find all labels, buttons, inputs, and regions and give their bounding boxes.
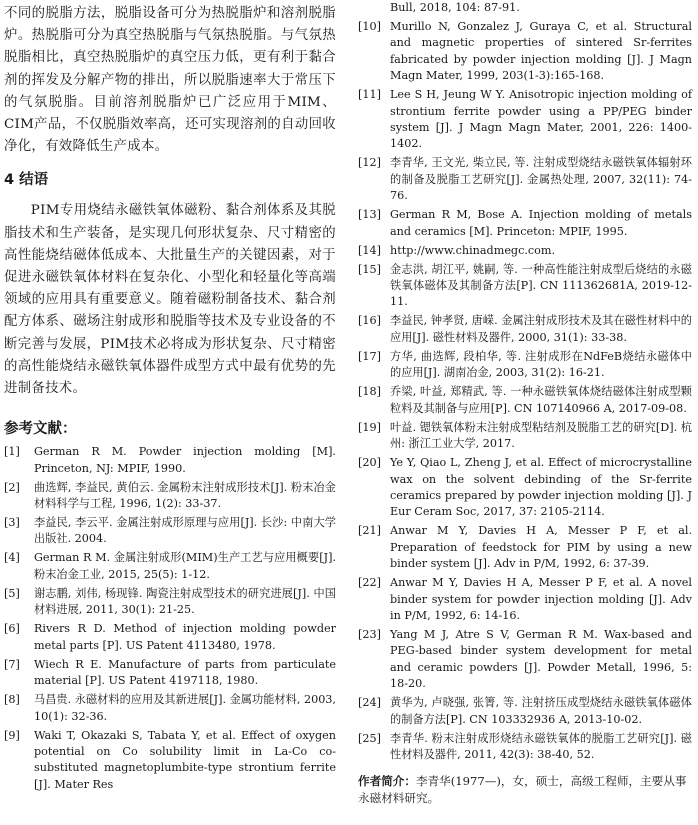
reference-text: 金志洪, 胡江平, 姚嗣, 等. 一种高性能注射成型后烧结的永磁铁氧体磁体及其制备方法[P]. CN 111362681A, 2019-12-11. <box>390 262 692 309</box>
reference-number <box>358 0 390 16</box>
reference-item <box>358 384 692 417</box>
reference-item <box>358 155 692 204</box>
reference-text: 李青华. 粉末注射成形烧结永磁铁氧体的脱脂工艺研究[J]. 磁性材料及器件, 2011, 42(3): 38-40, 52. <box>390 731 692 761</box>
reference-item <box>4 444 336 477</box>
conclusion-heading: 4 结语 <box>4 172 49 189</box>
reference-item <box>358 695 692 728</box>
reference-number: [24] <box>358 696 381 710</box>
reference-item <box>358 731 692 764</box>
reference-number: [8] <box>4 693 20 707</box>
reference-number: [10] <box>358 20 381 33</box>
reference-text: 马昌贵. 永磁材料的应用及其新进展[J]. 金属功能材料, 2003, 10(1): 32-36. <box>34 693 336 723</box>
reference-text: http://www.chinadmegc.com. <box>390 243 556 257</box>
reference-item <box>358 349 692 382</box>
right-column <box>358 0 692 807</box>
reference-item <box>4 692 336 725</box>
reference-item <box>4 657 336 690</box>
reference-number: [25] <box>358 731 381 745</box>
reference-item <box>358 243 692 259</box>
reference-number: [19] <box>358 420 381 434</box>
reference-text: 李益民, 钟孝贤, 唐嵘. 金属注射成形技术及其在磁性材料中的应用[J]. 磁性材料及器件, 2000, 31(1): 33-38. <box>390 314 692 344</box>
author-bio-text: 李青华(1977—)，女，硕士，高级工程师，主要从事永磁材料研究。 <box>358 774 687 806</box>
reference-number: [21] <box>358 524 381 538</box>
author-bio <box>358 773 692 807</box>
reference-text: Yang M J, Atre S V, German R M. Wax-based and PEG-based binder system development for metal and ceramic powders [J]. Powder Metall, 1996, 5: 18-20. <box>390 627 692 691</box>
reference-text: 谢志鹏, 刘伟, 杨现锋. 陶瓷注射成型技术的研究进展[J]. 中国材料进展, 2011, 30(1): 21-25. <box>34 586 336 617</box>
reference-item <box>358 523 692 572</box>
reference-item <box>358 19 692 85</box>
reference-number: [11] <box>358 88 381 102</box>
reference-number: [9] <box>4 728 20 742</box>
reference-item <box>4 621 336 654</box>
reference-item <box>4 728 336 794</box>
reference-text: Lee S H, Jeung W Y. Anisotropic injection molding of strontium ferrite powder using a PP/PEG binder system [J]. J Magn Magn Mater, 2001, 226: 1400-1402. <box>390 88 692 151</box>
left-column <box>4 0 336 796</box>
reference-number: [15] <box>358 262 381 276</box>
reference-number: [23] <box>358 627 381 641</box>
reference-text: Bull, 2018, 104: 87-91. <box>390 1 520 14</box>
reference-text: German R M, Bose A. Injection molding of metals and ceramics [M]. Princeton: MPIF, 1995. <box>390 208 692 238</box>
reference-number: [20] <box>358 456 381 470</box>
reference-text: 乔梁, 叶益, 郑精武, 等. 一种永磁铁氧体烧结磁体注射成型颗粒料及其制备与应用[P]. CN 107140966 A, 2017-09-08. <box>390 385 692 415</box>
reference-number: [3] <box>4 516 20 530</box>
reference-number: [6] <box>4 622 20 636</box>
reference-text: Anwar M Y, Davies H A, Messer P F, et al. A novel binder system for powder injection molding [J]. Adv in P/M, 1992, 6: 14-16. <box>390 576 692 622</box>
reference-item <box>358 0 692 16</box>
reference-text: Murillo N, Gonzalez J, Guraya C, et al. Structural and magnetic properties of sintered Sr-ferrites fabricated by powder injection molding [J]. J Magn Magn Mater, 1999, 203(1-3):165-168. <box>390 20 692 83</box>
reference-item <box>358 313 692 346</box>
reference-text: 曲选辉, 李益民, 黄伯云. 金属粉末注射成形技术[J]. 粉末冶金材料科学与工程, 1996, 1(2): 33-37. <box>34 480 336 511</box>
reference-number: [13] <box>358 208 381 222</box>
reference-item <box>4 550 336 583</box>
reference-item <box>4 515 336 548</box>
reference-number: [12] <box>358 156 381 170</box>
reference-text: 黄华为, 卢晓强, 张箐, 等. 注射挤压成型烧结永磁铁氧体磁体的制备方法[P]. CN 103332936 A, 2013-10-02. <box>390 696 692 726</box>
reference-number: [4] <box>4 551 20 565</box>
reference-number: [2] <box>4 480 20 494</box>
reference-text: Ye Y, Qiao L, Zheng J, et al. Effect of microcrystalline wax on the solvent debinding of the Sr-ferrite ceramics prepared by powder injection molding [J]. J Eur Ceram Soc, 2017, 37: 2105-2114. <box>390 456 692 519</box>
reference-text: German R M. 金属注射成形(MIM)生产工艺与应用概要[J]. 粉末冶金工业, 2015, 25(5): 1-12. <box>34 551 336 581</box>
reference-item <box>358 420 692 453</box>
reference-item <box>358 575 692 624</box>
reference-item <box>358 87 692 153</box>
references-heading: 参考文献： <box>4 421 77 438</box>
reference-number: [14] <box>358 243 381 257</box>
intro-paragraph: 不同的脱脂方法，脱脂设备可分为热脱脂炉和溶剂脱脂炉。热脱脂可分为真空热脱脂与气氛热脱脂。与气氛热脱脂相比，真空热脱脂炉的真空压力低，更有利于黏合剂的挥发及分解产物的排出，所以脱脂速率大于常压下的气氛脱脂。目前溶剂脱脂炉已广泛应用于MIM、CIM产品，不仅脱脂效率高，还可实现溶剂的自动回收净化，有效降低生产成本。 <box>4 6 336 155</box>
reference-text: German R M. Powder injection molding [M]. Princeton, NJ: MPIF, 1990. <box>34 445 336 475</box>
reference-item <box>358 207 692 240</box>
reference-number: [5] <box>4 586 20 600</box>
reference-number: [22] <box>358 576 381 590</box>
reference-number: [7] <box>4 657 20 671</box>
author-bio-label: 作者简介： <box>358 774 416 789</box>
reference-text: Waki T, Okazaki S, Tabata Y, et al. Effect of oxygen potential on Co solubility limit in La-Co co-substituted magnetoplumbite-type strontium ferrite [J]. Mater Res <box>34 728 336 791</box>
reference-number: [18] <box>358 385 381 399</box>
reference-list-right <box>358 0 692 763</box>
reference-text: 叶益. 锶铁氧体粉末注射成型粘结剂及脱脂工艺的研究[D]. 杭州: 浙江工业大学, 2017. <box>390 420 692 451</box>
reference-text: Anwar M Y, Davies H A, Messer P F, et al. Preparation of feedstock for PIM by using a new binder system [J]. Adv in P/M, 1992, 6: 37-39. <box>390 524 692 571</box>
reference-item <box>4 480 336 513</box>
reference-number: [16] <box>358 314 381 328</box>
reference-text: Rivers R D. Method of injection molding powder metal parts [P]. US Patent 4113480, 1978. <box>34 622 336 652</box>
reference-item <box>4 586 336 619</box>
conclusion-paragraph: PIM专用烧结永磁铁氧体磁粉、黏合剂体系及其脱脂技术和生产装备，是实现几何形状复杂、尺寸精密的高性能烧结磁体低成本、大批量生产的关键因素，对于促进永磁铁氧体材料在复杂化、小型化和轻量化等高端领域的应用具有重要意义。随着磁粉制备技术、黏合剂配方体系、磁场注射成形和脱脂等技术及专业设备的不断完善与发展，PIM技术必将成为形状复杂、尺寸精密的高性能烧结永磁铁氧体器件成型方式中最有优势的先进制备技术。 <box>4 203 336 397</box>
reference-text: Wiech R E. Manufacture of parts from particulate material [P]. US Patent 4197118, 1980. <box>34 657 336 688</box>
reference-item <box>358 262 692 311</box>
reference-number: [1] <box>4 445 20 459</box>
reference-number: [17] <box>358 349 381 363</box>
reference-text: 方华, 曲选辉, 段柏华, 等. 注射成形在NdFeB烧结永磁体中的应用[J]. 湖南冶金, 2003, 31(2): 16-21. <box>390 349 692 380</box>
reference-list-left <box>4 444 336 793</box>
reference-item <box>358 627 692 693</box>
reference-text: 李益民, 李云平. 金属注射成形原理与应用[J]. 长沙: 中南大学出版社. 2004. <box>34 516 336 546</box>
reference-item <box>358 455 692 521</box>
reference-text: 李青华, 王文光, 柴立民, 等. 注射成型烧结永磁铁氧体辐射环的制备及脱脂工艺研究[J]. 金属热处理, 2007, 32(11): 74-76. <box>390 156 692 203</box>
